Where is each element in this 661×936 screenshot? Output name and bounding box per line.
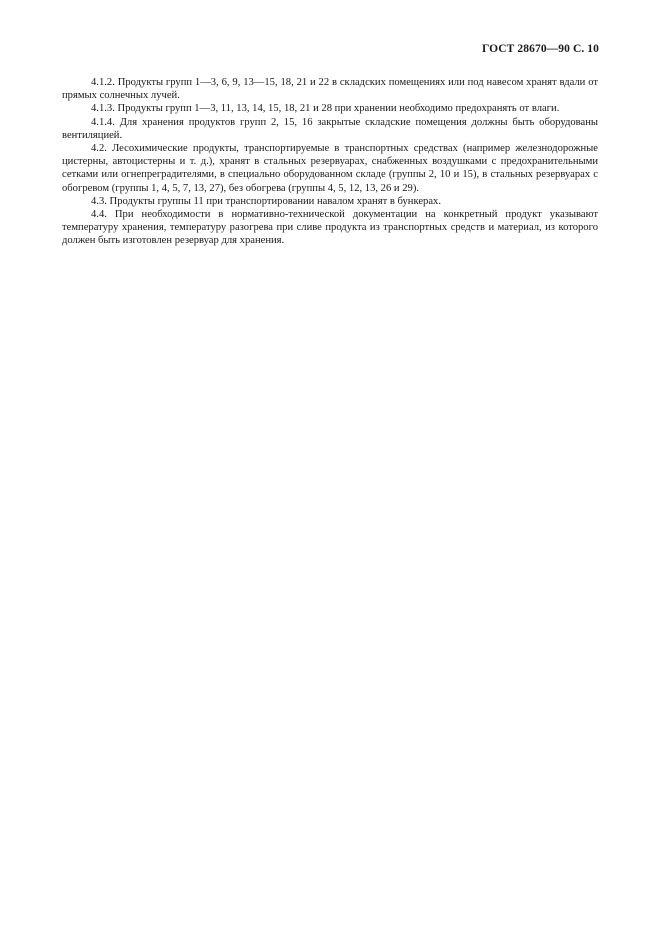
paragraph-4-3: 4.3. Продукты группы 11 при транспортировании навалом хранят в бункерах. (91, 195, 441, 207)
paragraph-4-4: 4.4. При необходимости в нормативно-технической документации на конкретный продукт указывают температуру хранения, температуру разогрева при сливе продукта из транспортных средств и материал, из которого должен быть изготовлен резервуар для хранения. (62, 209, 598, 247)
paragraph-4-1-2: 4.1.2. Продукты групп 1—3, 6, 9, 13—15, 18, 21 и 22 в складских помещениях или под навесом хранят вдали от прямых солнечных лучей. (62, 77, 598, 102)
body-text (62, 76, 598, 248)
paragraph-4-1-3: 4.1.3. Продукты групп 1—3, 11, 13, 14, 15, 18, 21 и 28 при хранении необходимо предохранять от влаги. (91, 103, 560, 115)
running-header: ГОСТ 28670—90 С. 10 (481, 43, 599, 55)
paragraph-4-2: 4.2. Лесохимические продукты, транспортируемые в транспортных средствах (например железнодорожные цистерны, автоцистерны и т. д.), хранят в стальных резервуарах, снабженных воздушками с предохранительными сетками или огнепреградителями, в специально оборудованном складе (группы 2, 10 и 15), в стальных резервуарах с обогревом (группы 1, 4, 5, 7, 13, 27), без обогрева (группы 4, 5, 12, 13, 26 и 29). (62, 143, 598, 194)
paragraph-4-1-4: 4.1.4. Для хранения продуктов групп 2, 15, 16 закрытые складские помещения должны быть оборудованы вентиляцией. (62, 116, 598, 141)
